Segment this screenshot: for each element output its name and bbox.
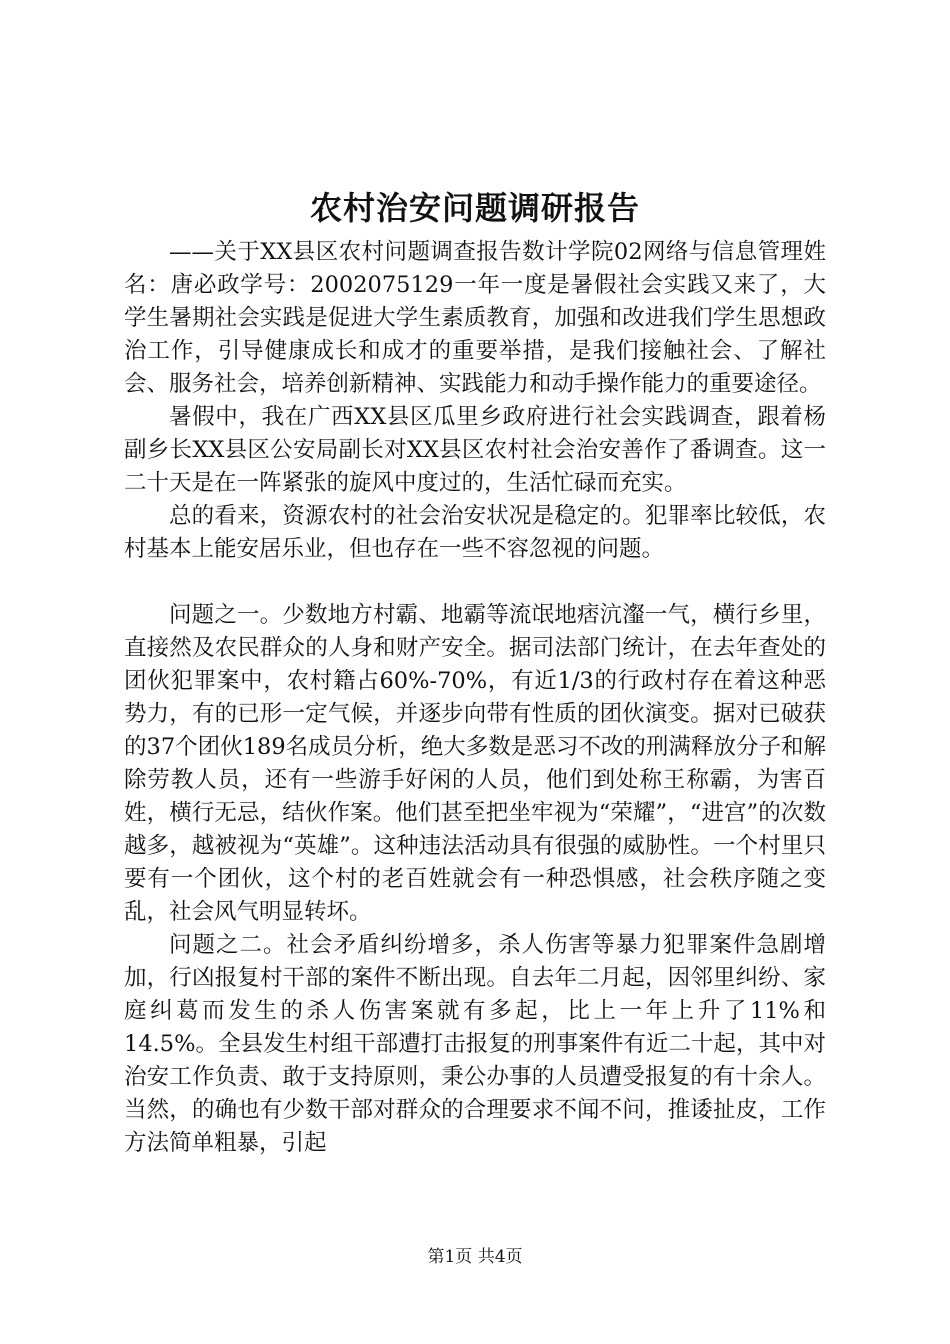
paragraph-intro: ——关于XX县区农村问题调查报告数计学院02网络与信息管理姓名：唐必政学号：2002075129一年一度是暑假社会实践又来了，大学生暑期社会实践是促进大学生素质教育，加强和改进我们学生思想政治工作，引导健康成长和成才的重要举措，是我们接触社会、了解社会、服务社会，培养创新精神、实践能力和动手操作能力的重要途径。 (124, 239, 826, 397)
paragraph-problem-two: 问题之二。社会矛盾纠纷增多，杀人伤害等暴力犯罪案件急剧增加，行凶报复村干部的案件不断出现。自去年二月起，因邻里纠纷、家庭纠葛而发生的杀人伤害案就有多起，比上一年上升了11%和14.5%。全县发生村组干部遭打击报复的刑事案件有近二十起，其中对治安工作负责、敢于支持原则，秉公办事的人员遭受报复的有十余人。当然，的确也有少数干部对群众的合理要求不闻不问，推诿扯皮，工作方法简单粗暴，引起 (124, 932, 826, 1156)
paragraph-problem-one: 问题之一。少数地方村霸、地霸等流氓地痞沆瀣一气，横行乡里，直接然及农民群众的人身和财产安全。据司法部门统计，在去年查处的团伙犯罪案中，农村籍占60%-70%，有近1/3的行政村存在着这种恶势力，有的已形一定气候，并逐步向带有性质的团伙演变。据对已破获的37个团伙189名成员分析，绝大多数是恶习不改的刑满释放分子和解除劳教人员，还有一些游手好闲的人员，他们到处称王称霸，为害百姓，横行无忌，结伙作案。他们甚至把坐牢视为“荣耀”，“进宫”的次数越多，越被视为“英雄”。这种违法活动具有很强的威胁性。一个村里只要有一个团伙，这个村的老百姓就会有一种恐惧感，社会秩序随之变乱，社会风气明显转坏。 (124, 602, 826, 925)
paragraph-overview: 总的看来，资源农村的社会治安状况是稳定的。犯罪率比较低，农村基本上能安居乐业，但也存在一些不容忽视的问题。 (124, 503, 826, 562)
page-footer: 第1页 共4页 (427, 1247, 523, 1267)
paragraph-summer-practice: 暑假中，我在广西XX县区瓜里乡政府进行社会实践调查，跟着杨副乡长XX县区公安局副长对XX县区农村社会治安善作了番调查。这一二十天是在一阵紧张的旋风中度过的，生活忙碌而充实。 (124, 404, 826, 496)
page-title: 农村治安问题调研报告 (309, 189, 640, 227)
document-body (124, 236, 826, 1160)
